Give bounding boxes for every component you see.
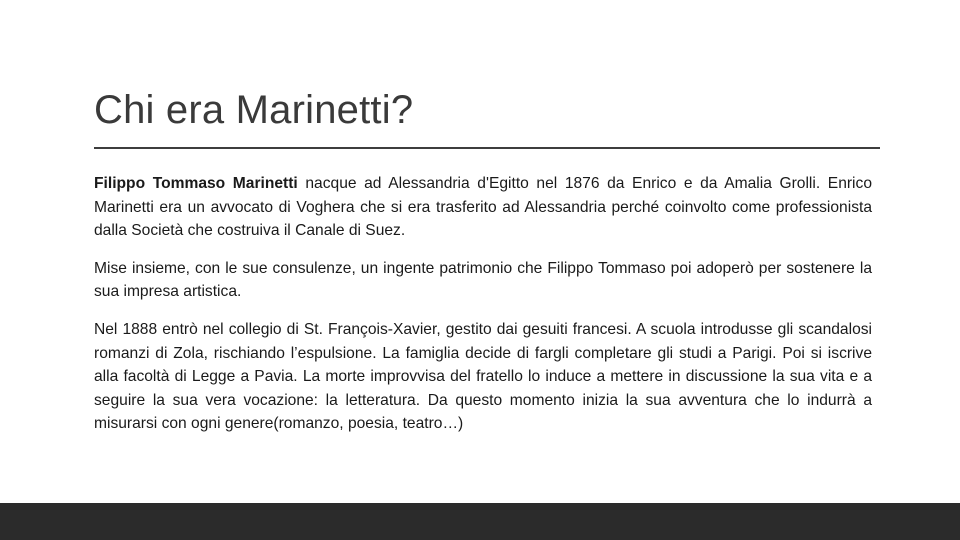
bold-name: Filippo Tommaso Marinetti bbox=[94, 175, 298, 192]
paragraph-birth bbox=[94, 172, 872, 243]
slide-body bbox=[94, 172, 872, 450]
title-divider bbox=[94, 147, 880, 149]
footer-bar bbox=[0, 503, 960, 540]
paragraph-patrimony: Mise insieme, con le sue consulenze, un ingente patrimonio che Filippo Tommaso poi adoperò per sostenere la sua impresa artistica. bbox=[94, 259, 872, 301]
paragraph-birth-text: nacque ad Alessandria d'Egitto nel 1876 da Enrico e da Amalia Grolli. Enrico Marinetti era un avvocato di Voghera che si era trasferito ad Alessandria perché coinvolto come professionista dalla Società che costruiva il Canale di Suez. bbox=[94, 175, 872, 240]
slide-title: Chi era Marinetti? bbox=[94, 88, 414, 132]
paragraph-education: Nel 1888 entrò nel collegio di St. François-Xavier, gestito dai gesuiti francesi. A scuola introdusse gli scandalosi romanzi di Zola, rischiando l’espulsione. La famiglia decide di fargli completare gli studi a Parigi. Poi si iscrive alla facoltà di Legge a Pavia. La morte improvvisa del fratello lo induce a mettere in discussione la sua vita e a seguire la sua vera vocazione: la letteratura. Da questo momento inizia la sua avventura che lo indurrà a misurarsi con ogni genere(romanzo, poesia, teatro…) bbox=[94, 320, 872, 433]
